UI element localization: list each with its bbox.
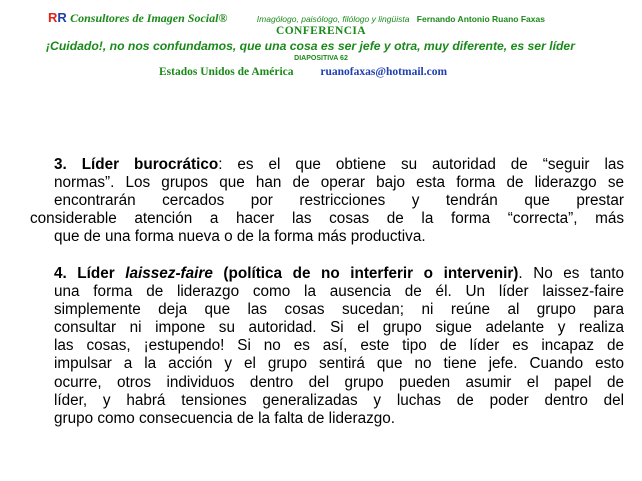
logo-mark-red: R: [48, 10, 58, 25]
paragraph-line: las cosas, ¡estupendo! Si no es así, este tipo de líder es incapaz de: [54, 337, 624, 355]
slogan: ¡Cuidado!, no nos confundamos, que una cosa es ser jefe y otra, muy diferente, es ser líder: [46, 39, 575, 53]
title-part: (política de no interferir o intervenir): [212, 265, 519, 282]
contact-line: [159, 66, 447, 78]
paragraph-line: líder, y habrá tensiones generalizadas y luchas de poder dentro del: [54, 391, 624, 409]
paragraph-line: grupo como consecuencia de la falta de liderazgo.: [54, 409, 395, 427]
paragraph-title: [54, 265, 518, 282]
paragraph-line: consultar ni impone su autoridad. Si el grupo sigue adelante y realiza: [54, 319, 624, 337]
header-line-company: [48, 10, 545, 26]
author-name: Fernando Antonio Ruano Faxas: [416, 14, 545, 24]
slide-number: DIAPOSITIVA 62: [294, 55, 348, 62]
paragraph-laissez-faire-leader: [30, 265, 624, 428]
title-italic-term: laissez-faire: [125, 265, 213, 282]
paragraph-line: [30, 265, 624, 283]
paragraph-line: normas”. Los grupos que han de operar bajo esta forma de liderazgo se: [54, 174, 624, 192]
logo-mark-blue: R: [57, 10, 67, 25]
line-text: : es el que obtiene su autoridad de “seguir las: [218, 156, 624, 173]
author-description: Imagólogo, paisólogo, filólogo y lingüista: [256, 14, 410, 24]
paragraph-line: simplemente deja que las cosas sucedan; ni reúne al grupo para: [54, 301, 624, 319]
conference-label: CONFERENCIA: [275, 25, 366, 37]
paragraph-line: que de una forma nueva o de la forma más productiva.: [54, 228, 426, 246]
paragraph-line: [30, 156, 624, 174]
company-name: Consultores de Imagen Social®: [70, 11, 228, 25]
paragraph-line: una forma de liderazgo como la ausencia de él. Un líder laissez-faire: [54, 283, 624, 301]
paragraph-title: 3. Líder burocrático: [54, 156, 219, 173]
line-text: . No es tanto: [518, 265, 625, 282]
paragraph-line: ocurre, otros individuos dentro del grupo pueden asumir el papel de: [54, 373, 624, 391]
paragraph-line: encontrarán cercados por restricciones y tendrán que prestar: [54, 192, 624, 210]
paragraph-bureaucratic-leader: [30, 156, 624, 246]
email-link[interactable]: ruanofaxas@hotmail.com: [320, 66, 448, 78]
title-part: 4. Líder: [54, 265, 126, 282]
paragraph-line: impulsar a la acción y el grupo sentirá que no tiene jefe. Cuando esto: [54, 355, 624, 373]
paragraph-line: considerable atención a hacer las cosas de la forma “correcta”, más: [30, 210, 624, 228]
country: Estados Unidos de América: [159, 66, 294, 78]
